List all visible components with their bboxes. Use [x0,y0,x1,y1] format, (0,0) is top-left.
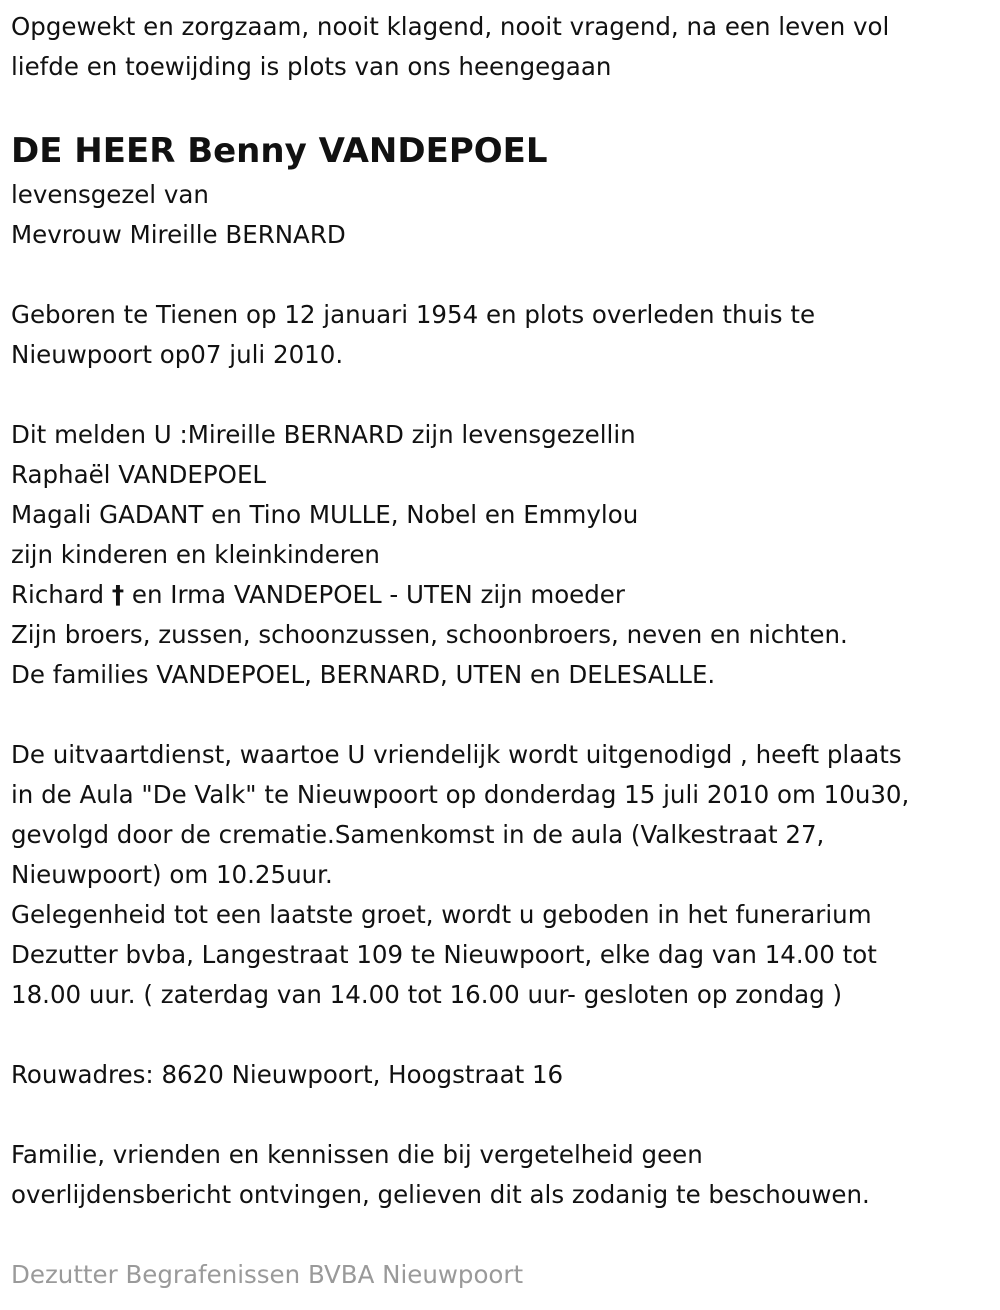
family-line: Zijn broers, zussen, schoonzussen, schoonbroers, neven en nichten. [11,620,848,649]
intro-line: Opgewekt en zorgzaam, nooit klagend, nooit vragend, na een leven vol [11,12,890,41]
intro-line: liefde en toewijding is plots van ons heengegaan [11,52,612,81]
mourning-address: Rouwadres: 8620 Nieuwpoort, Hoogstraat 16 [11,1060,564,1089]
funeral-home-footer: Dezutter Begrafenissen BVBA Nieuwpoort [11,1260,524,1289]
parents-line [11,575,909,615]
cross-icon: † [111,580,125,609]
service-line: in de Aula "De Valk" te Nieuwpoort op donderdag 15 juli 2010 om 10u30, [11,780,910,809]
service-line: Dezutter bvba, Langestraat 109 te Nieuwpoort, elke dag van 14.00 tot [11,940,877,969]
birth-death-line: Nieuwpoort op07 juli 2010. [11,340,344,369]
service-line: gevolgd door de crematie.Samenkomst in de aula (Valkestraat 27, [11,820,825,849]
service-line: Nieuwpoort) om 10.25uur. [11,860,333,889]
closing-line: Familie, vrienden en kennissen die bij vergetelheid geen [11,1140,703,1169]
family-line: Raphaël VANDEPOEL [11,460,267,489]
obituary-notice [11,7,909,1295]
family-line: zijn kinderen en kleinkinderen [11,540,380,569]
mother-text: en Irma VANDEPOEL - UTEN zijn moeder [131,580,625,609]
deceased-name: DE HEER Benny VANDEPOEL [11,131,548,171]
father-name: Richard [11,580,105,609]
service-line: De uitvaartdienst, waartoe U vriendelijk wordt uitgenodigd , heeft plaats [11,740,902,769]
service-line: Gelegenheid tot een laatste groet, wordt u geboden in het funerarium [11,900,872,929]
birth-death-line: Geboren te Tienen op 12 januari 1954 en plots overleden thuis te [11,300,816,329]
partner-label: levensgezel van [11,180,209,209]
family-line: De families VANDEPOEL, BERNARD, UTEN en DELESALLE. [11,660,716,689]
closing-line: overlijdensbericht ontvingen, gelieven dit als zodanig te beschouwen. [11,1180,870,1209]
family-line: Dit melden U :Mireille BERNARD zijn levensgezellin [11,420,636,449]
family-line: Magali GADANT en Tino MULLE, Nobel en Emmylou [11,500,639,529]
partner-name: Mevrouw Mireille BERNARD [11,220,346,249]
service-line: 18.00 uur. ( zaterdag van 14.00 tot 16.00 uur- gesloten op zondag ) [11,980,843,1009]
